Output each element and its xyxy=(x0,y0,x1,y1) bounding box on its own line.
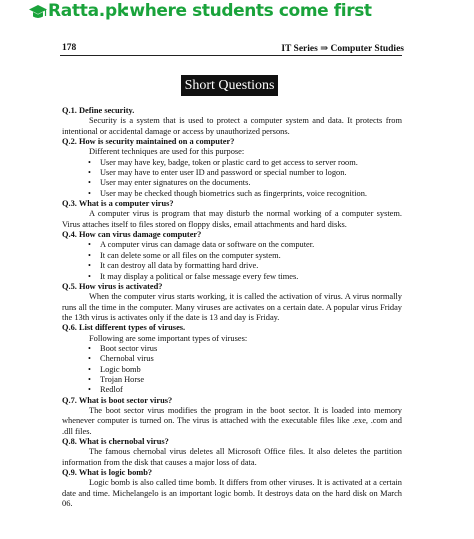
answer-bullet-list xyxy=(62,344,402,396)
header-rule xyxy=(60,55,402,56)
question-block xyxy=(62,282,402,323)
question-block xyxy=(62,230,402,282)
answer-bullet-item: • Trojan Horse xyxy=(100,375,402,385)
answer-bullet-item: • Chernobal virus xyxy=(100,354,402,364)
site-tagline: :where students come first xyxy=(123,1,372,21)
answer-paragraph: The boot sector virus modifies the program in the boot sector. It is loaded into memory whenever computer is turned on. The virus is attached with the executable files like .exe, .com and .dll files. xyxy=(62,405,402,436)
answer-bullet-item: • Boot sector virus xyxy=(100,344,402,354)
question-block xyxy=(62,396,402,437)
questions-list xyxy=(62,106,402,509)
question-heading: Q.5. How virus is activated? xyxy=(62,281,163,291)
answer-bullet-item: • A computer virus can damage data or software on the computer. xyxy=(100,240,402,250)
question-heading: Q.4. How can virus damage computer? xyxy=(62,230,202,240)
answer-bullet-item: • User may enter signatures on the documents. xyxy=(100,178,402,188)
graduation-cap-icon xyxy=(28,3,48,21)
site-banner xyxy=(0,0,474,24)
question-block xyxy=(62,437,402,468)
answer-paragraph: Logic bomb is also called time bomb. It differs from other viruses. It is activated at a certain date and time. Michelangelo is an important logic bomb. It destroys data on the hard disk on March 06. xyxy=(62,478,402,509)
answer-paragraph: Different techniques are used for this purpose: xyxy=(89,147,245,157)
question-block xyxy=(62,106,402,137)
question-heading: Q.7. What is boot sector virus? xyxy=(62,395,173,405)
question-block xyxy=(62,137,402,199)
answer-bullet-list xyxy=(62,158,402,199)
question-heading: Q.8. What is chernobal virus? xyxy=(62,437,169,446)
answer-bullet-item: • User may be checked though biometrics such as fingerprints, voice recognition. xyxy=(100,189,402,199)
answer-bullet-item: • Logic bomb xyxy=(100,365,402,375)
question-block xyxy=(62,323,402,395)
question-heading: Q.3. What is a computer virus? xyxy=(62,199,174,209)
question-heading: Q.2. How is security maintained on a computer? xyxy=(62,137,235,147)
answer-bullet-list xyxy=(62,240,402,281)
answer-bullet-item: • It can delete some or all files on the computer system. xyxy=(100,251,402,261)
answer-bullet-item: • User may have key, badge, token or plastic card to get access to server room. xyxy=(100,158,402,168)
page-number: 178 xyxy=(62,43,77,53)
question-block xyxy=(62,199,402,230)
answer-paragraph: When the computer virus starts working, it is called the activation of virus. A virus normally runs all the time in the computer. Many viruses are activates on a certain date. A popular virus Friday the 13th virus is activates only if the date is 13 and day is Friday. xyxy=(62,292,402,322)
answer-paragraph: Security is a system that is used to protect a computer system and data. It protects from intentional or accidental damage or access by unauthorized persons. xyxy=(62,116,402,136)
answer-paragraph: A computer virus is program that may disturb the normal working of a computer system. Virus attaches itself to files stored on floppy disks, email attachments and hard disks. xyxy=(62,209,402,229)
question-block xyxy=(62,468,402,509)
answer-bullet-item: • Redlof xyxy=(100,385,402,395)
section-title: Short Questions xyxy=(181,75,278,96)
question-heading: Q.9. What is logic bomb? xyxy=(62,468,153,478)
question-heading: Q.6. List different types of viruses. xyxy=(62,323,186,333)
question-heading: Q.1. Define security. xyxy=(62,106,135,115)
answer-paragraph: The famous chernobal virus deletes all Microsoft Office files. It also deletes the partition information from the disk that causes a major loss of data. xyxy=(62,447,402,467)
site-logo: Ratta.pk xyxy=(48,1,128,21)
answer-paragraph: Following are some important types of viruses: xyxy=(89,333,248,343)
answer-bullet-item: • It may display a political or false message every few times. xyxy=(100,272,402,282)
running-head: IT Series ⇒ Computer Studies xyxy=(281,44,404,54)
answer-bullet-item: • User may have to enter user ID and password or special number to logon. xyxy=(100,168,402,178)
answer-bullet-item: • It can destroy all data by formatting hard drive. xyxy=(100,261,402,271)
